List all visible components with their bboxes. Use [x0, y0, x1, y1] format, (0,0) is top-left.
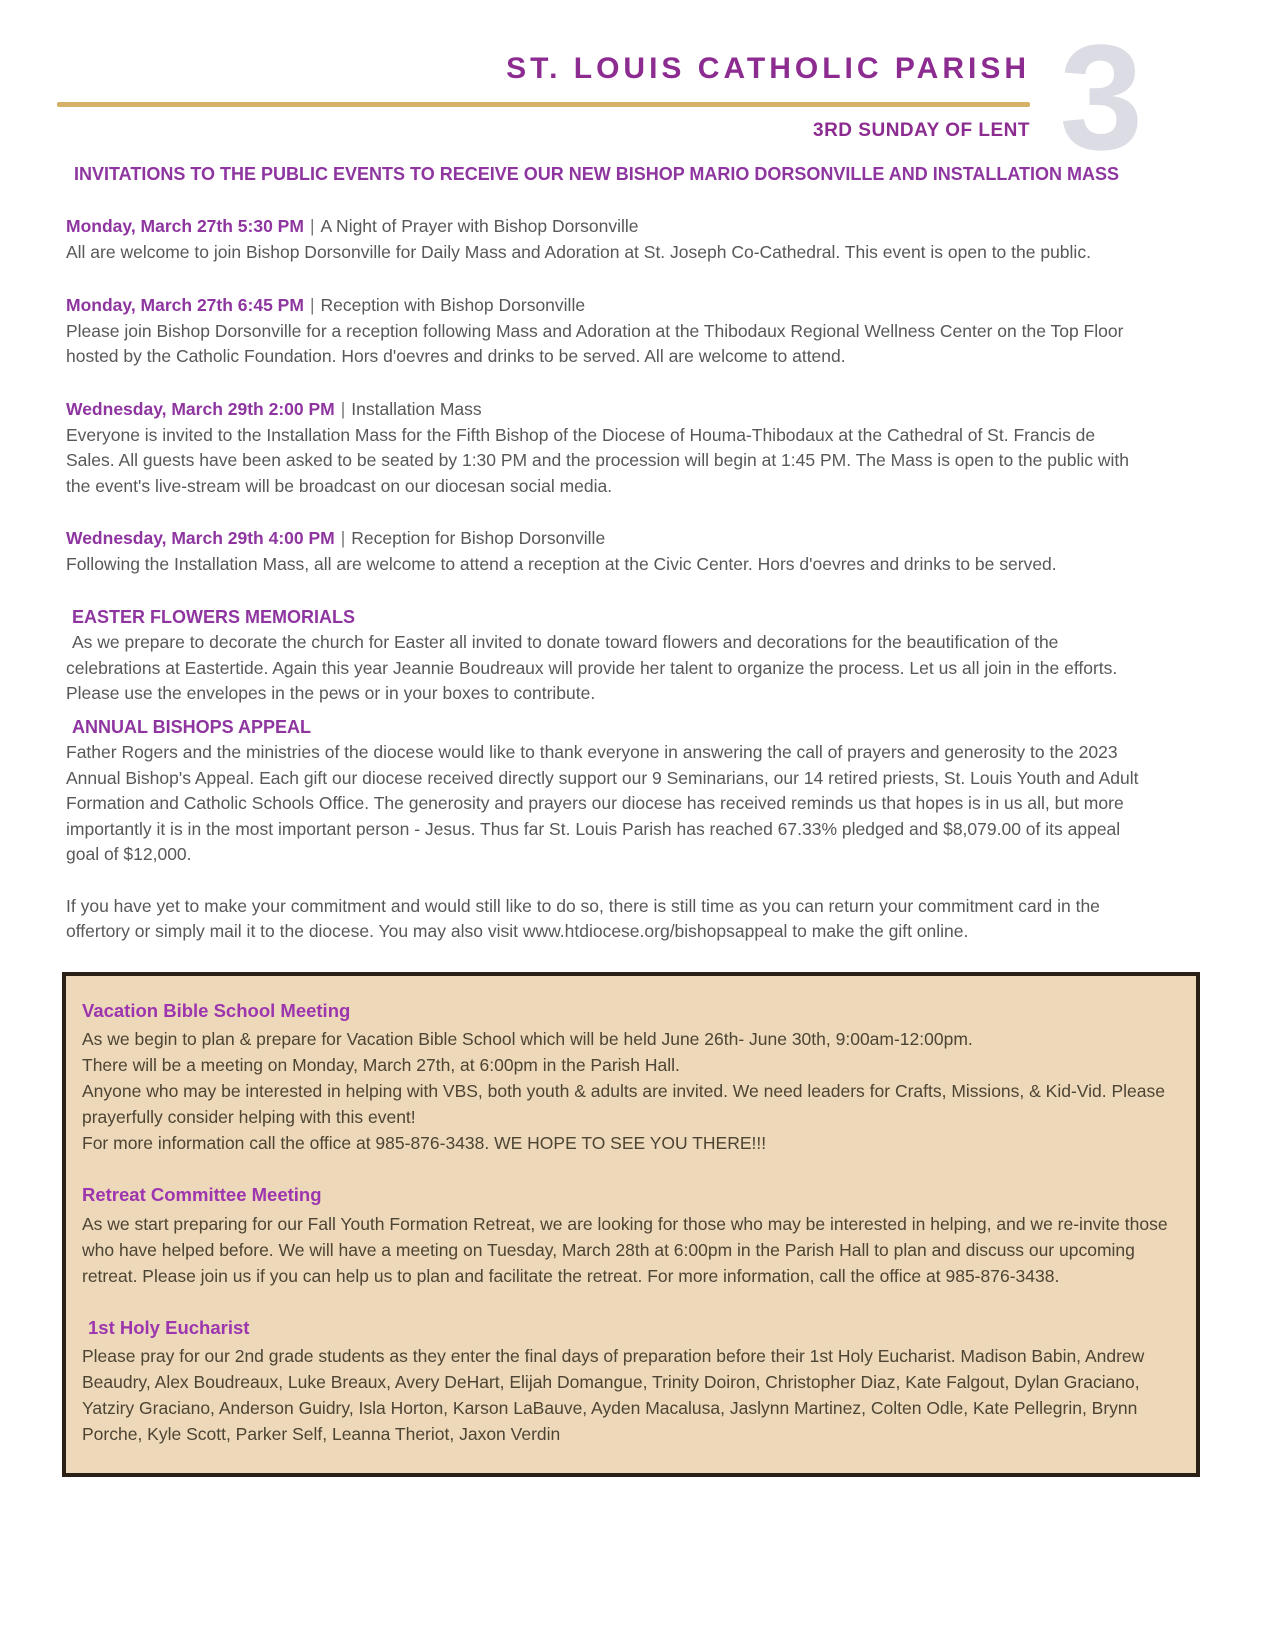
page-subtitle: 3RD SUNDAY OF LENT [813, 120, 1030, 141]
bishops-appeal-body: Father Rogers and the ministries of the diocese would like to thank everyone in answering the call of prayers and generosity to the 2023 Annual Bishop's Appeal. Each gift our diocese received directly support our 9 Seminarians, our 14 retired priests, St. Louis Youth and Adult Formation and Catholic Schools Office. The generosity and prayers our diocese has received reminds us that hopes is in us all, but more importantly it is in the most important person - Jesus. Thus far St. Louis Parish has reached 67.33% pledged and $8,079.00 of its appeal goal of $12,000. [66, 742, 1139, 864]
page-number: 3 [1059, 13, 1143, 181]
bulletin-content [66, 162, 1168, 1477]
event-item [66, 397, 1142, 500]
event-description: Please join Bishop Dorsonville for a reception following Mass and Adoration at the Thibodaux Regional Wellness Center on the Top Floor hosted by the Catholic Foundation. Hors d'oevres and drinks to be served. All are welcome to attend. [66, 320, 1124, 366]
retreat-paragraph: As we start preparing for our Fall Youth Formation Retreat, we are looking for those who may be interested in helping, and we re-invite those who have helped before. We will have a meeting on Tuesday, March 28th at 6:00pm in the Parish Hall to plan and discuss our upcoming retreat. Please join us if you can help us to plan and facilitate the retreat. For more information, call the office at 985-876-3438. [82, 1213, 1168, 1286]
event-datetime: Monday, March 27th 6:45 PM [66, 294, 304, 315]
vbs-meeting-section [82, 998, 1178, 1157]
event-item [66, 526, 1142, 578]
event-item [66, 214, 1142, 266]
announcements-box [62, 972, 1200, 1478]
vbs-paragraph: For more information call the office at 985-876-3438. WE HOPE TO SEE YOU THERE!!! [82, 1133, 767, 1153]
easter-flowers-body: As we prepare to decorate the church for Easter all invited to donate toward flowers and decorations for the beautification of the celebrations at Eastertide. Again this year Jeannie Boudreaux will provide her talent to organize the process. Let us all join in the efforts. Please use the envelopes in the pews or in your boxes to contribute. [66, 632, 1118, 703]
event-datetime: Wednesday, March 29th 4:00 PM [66, 528, 335, 548]
event-datetime: Monday, March 27th 5:30 PM [66, 216, 304, 236]
event-separator: | [340, 528, 346, 548]
vbs-paragraph: As we begin to plan & prepare for Vacation Bible School which will be held June 26th- June 30th, 9:00am-12:00pm. [82, 1029, 973, 1049]
event-title: Reception for Bishop Dorsonville [351, 528, 606, 548]
bishops-appeal-heading: ANNUAL BISHOPS APPEAL [72, 716, 312, 737]
retreat-committee-section [82, 1182, 1178, 1289]
first-eucharist-heading: 1st Holy Eucharist [88, 1316, 250, 1338]
event-title: A Night of Prayer with Bishop Dorsonville [320, 216, 639, 236]
easter-flowers-heading: EASTER FLOWERS MEMORIALS [72, 606, 355, 627]
vbs-paragraph: There will be a meeting on Monday, March 27th, at 6:00pm in the Parish Hall. [82, 1055, 680, 1075]
event-title: Reception with Bishop Dorsonville [320, 294, 586, 315]
event-separator: | [309, 216, 315, 236]
commitment-paragraph: If you have yet to make your commitment and would still like to do so, there is still time as you can return your commitment card in the offertory or simply mail it to the diocese. You may also visit www.htdiocese.org/bishopsappeal to make the gift online. [66, 895, 1100, 941]
easter-flowers-section [66, 605, 1142, 707]
first-eucharist-paragraph: Please pray for our 2nd grade students as they enter the final days of preparation before their 1st Holy Eucharist. Madison Babin, Andrew Beaudry, Alex Boudreaux, Luke Breaux, Avery DeHart, Elijah Domangue, Trinity Doiron, Christopher Diaz, Kate Falgout, Dylan Graciano, Yatziry Graciano, Anderson Guidry, Isla Horton, Karson LaBauve, Ayden Macalusa, Jaslynn Martinez, Colten Odle, Kate Pellegrin, Brynn Porche, Kyle Scott, Parker Self, Leanna Theriot, Jaxon Verdin [82, 1346, 1145, 1444]
gold-divider [57, 102, 1030, 107]
event-datetime: Wednesday, March 29th 2:00 PM [66, 398, 335, 419]
event-header [66, 526, 1142, 551]
retreat-committee-heading: Retreat Committee Meeting [82, 1184, 322, 1205]
first-eucharist-section [82, 1315, 1178, 1448]
event-description: Everyone is invited to the Installation Mass for the Fifth Bishop of the Diocese of Houma-Thibodaux at the Cathedral of St. Francis de Sales. All guests have been asked to be seated by 1:30 PM and the procession will begin at 1:45 PM. The Mass is open to the public with the event's live-stream will be broadcast on our diocesan social media. [66, 424, 1129, 496]
vbs-paragraph: Anyone who may be interested in helping with VBS, both youth & adults are invited. We need leaders for Crafts, Missions, & Kid-Vid. Please prayerfully consider helping with this event! [82, 1081, 1165, 1127]
page-title: ST. LOUIS CATHOLIC PARISH [506, 52, 1030, 85]
event-description: All are welcome to join Bishop Dorsonville for Daily Mass and Adoration at St. Joseph Co-Cathedral. This event is open to the public. [66, 242, 1091, 262]
event-description: Following the Installation Mass, all are welcome to attend a reception at the Civic Center. Hors d'oevres and drinks to be served. [66, 554, 1057, 574]
event-separator: | [309, 294, 315, 315]
event-header [66, 214, 1142, 239]
invitations-heading: INVITATIONS TO THE PUBLIC EVENTS TO RECEIVE OUR NEW BISHOP MARIO DORSONVILLE AND INSTALLATION MASS [74, 164, 1120, 184]
vbs-meeting-heading: Vacation Bible School Meeting [82, 999, 351, 1021]
event-header [66, 397, 1142, 422]
event-separator: | [340, 398, 346, 419]
events-list [66, 214, 1142, 578]
bishops-appeal-section [66, 715, 1142, 868]
event-header [66, 293, 1142, 318]
event-title: Installation Mass [351, 398, 482, 419]
event-item [66, 293, 1142, 370]
